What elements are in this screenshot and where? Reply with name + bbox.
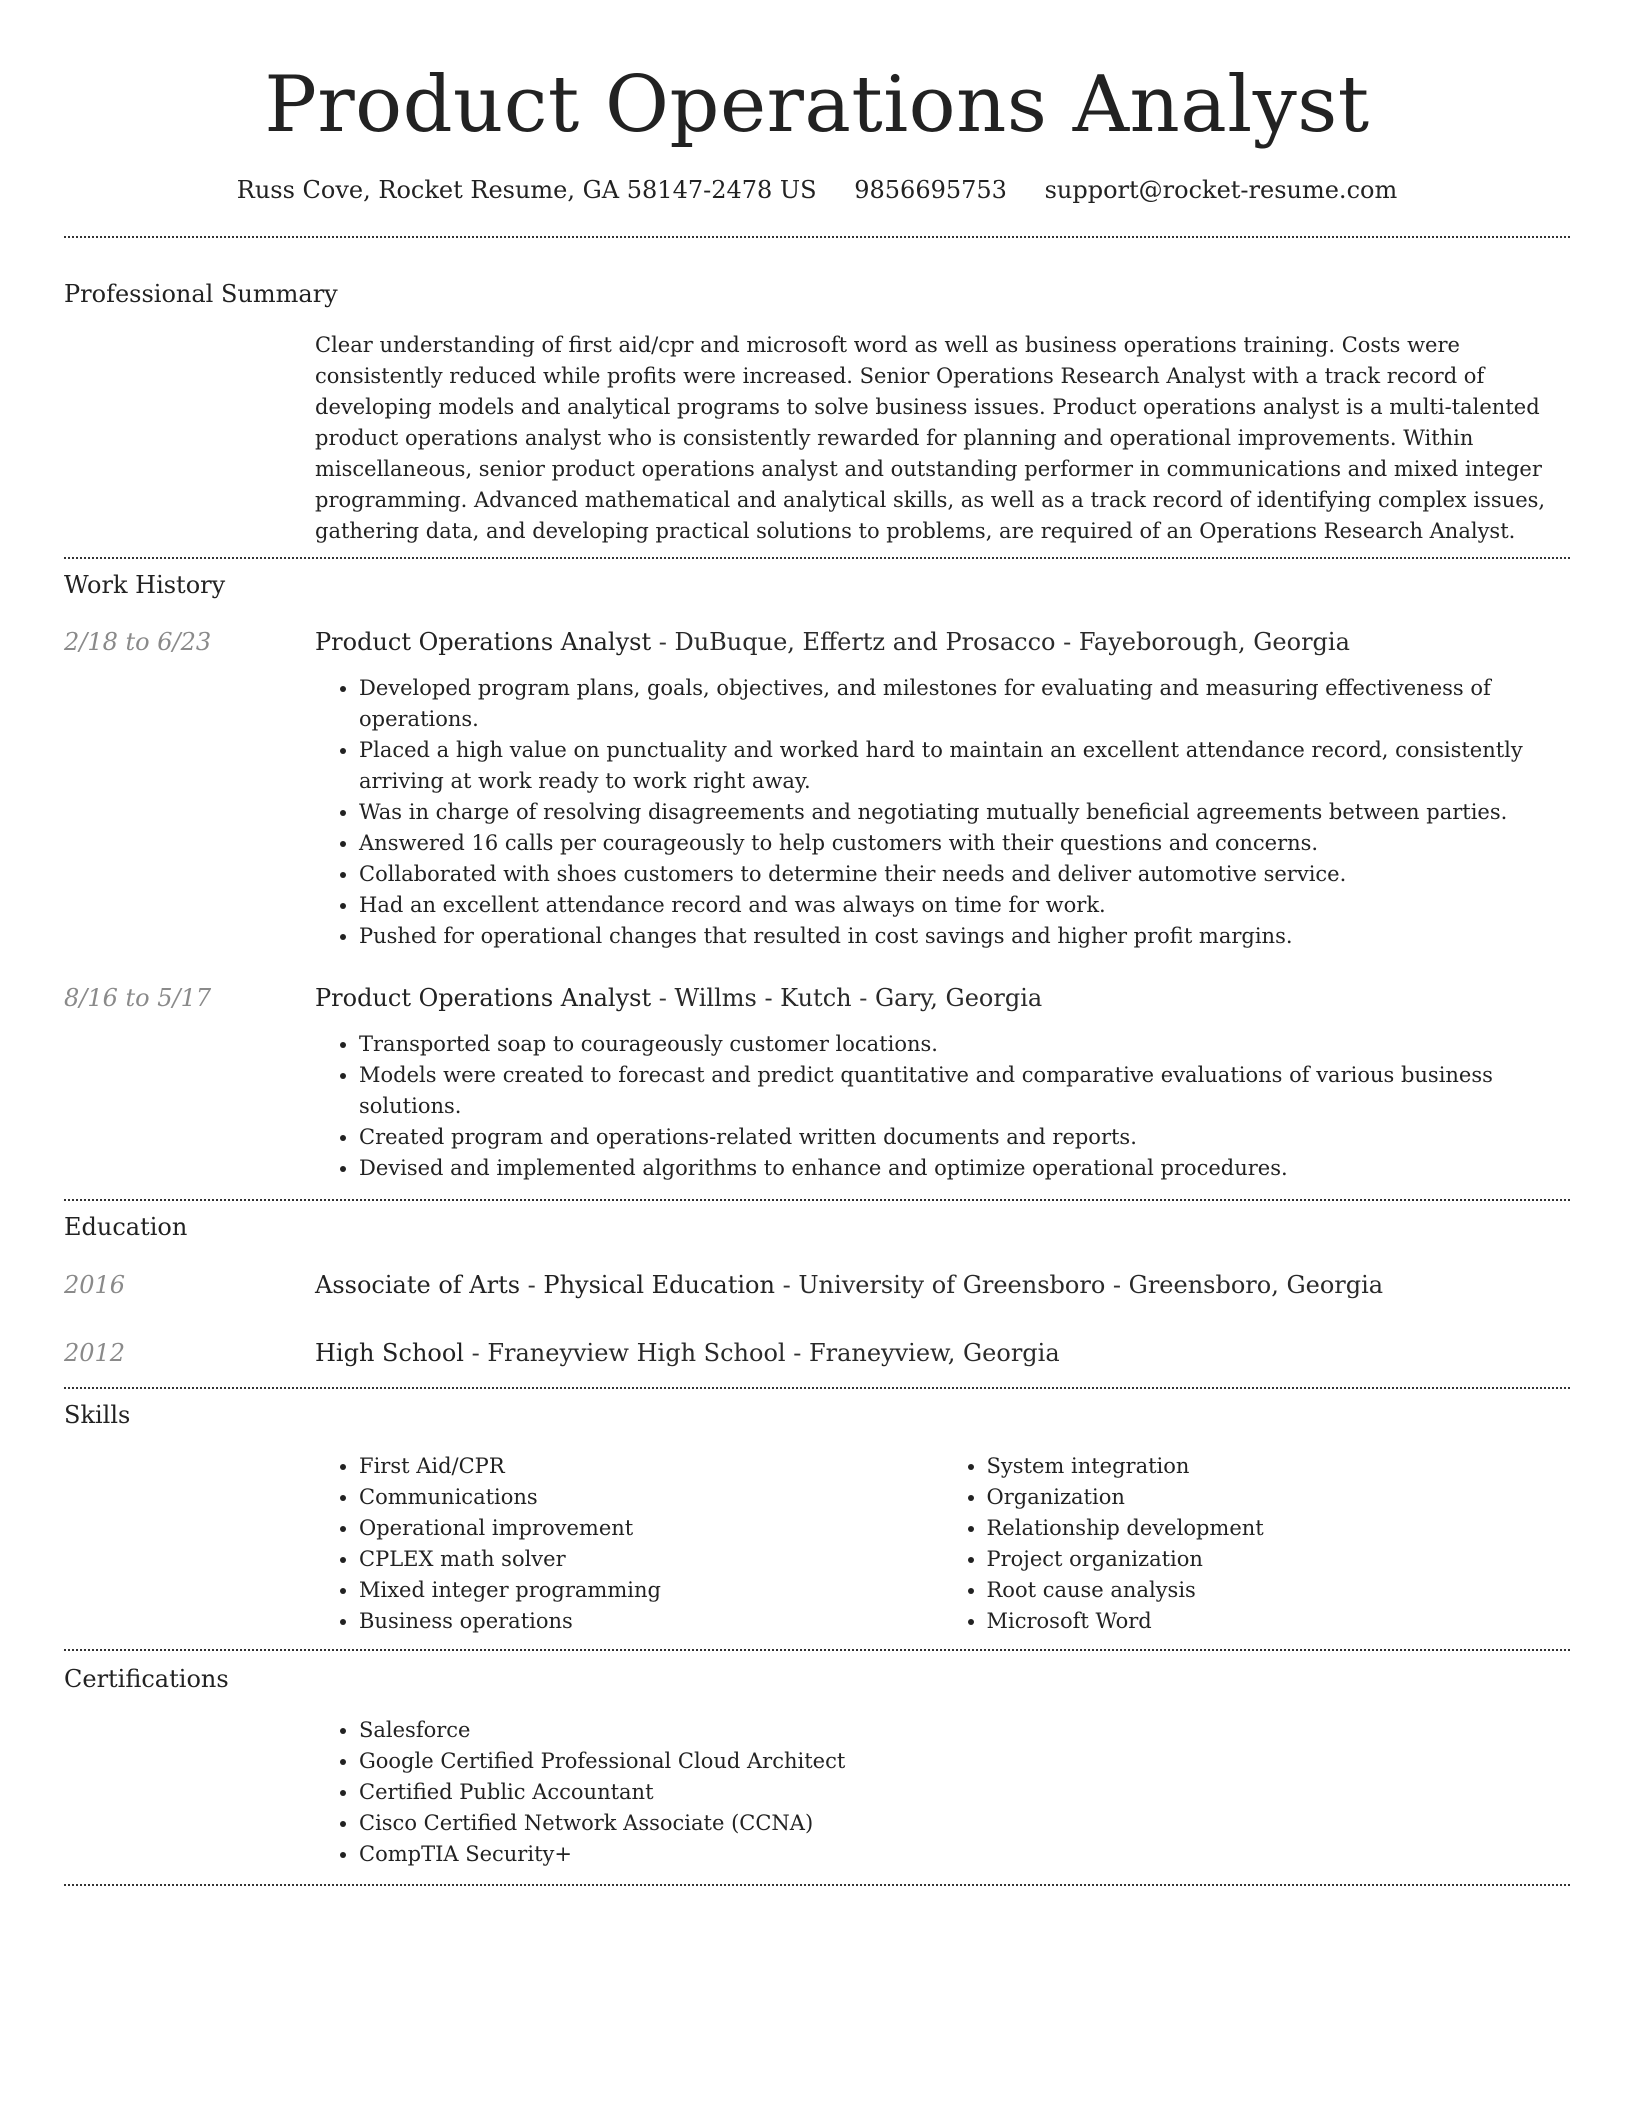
list-item: • Collaborated with shoes customers to determine their needs and deliver automotive service. (359, 859, 1570, 890)
education-title-line (315, 1269, 1570, 1301)
list-item: • Placed a high value on punctuality and worked hard to maintain an excellent attendance record, consistently arriving at work ready to work right away. (359, 735, 1570, 797)
skill-item: • CPLEX math solver (359, 1544, 943, 1575)
certifications-section (64, 1663, 1570, 1870)
divider (64, 236, 1570, 238)
list-item: • Was in charge of resolving disagreements and negotiating mutually beneficial agreements between parties. (359, 797, 1570, 828)
education-title: Education (64, 1213, 188, 1241)
job-company: DuBuque, Effertz and Prosacco (674, 628, 1056, 656)
separator: - (851, 984, 875, 1012)
separator: - (785, 1339, 809, 1367)
divider (64, 1199, 1570, 1201)
skills-title: Skills (64, 1401, 131, 1429)
summary-text: Clear understanding of first aid/cpr and microsoft word as well as business operations training. Costs were consistently reduced while profits were increased. Senior Operations Research Analyst with a track record of developing models and analytical programs to solve business issues. Product operations analyst is a multi-talented product operations analyst who is consistently rewarded for planning and operational improvements. Within miscellaneous, senior product operations analyst and outstanding performer in communications and mixed integer programming. Advanced mathematical and analytical skills, as well as a track record of identifying complex issues, gathering data, and developing practical solutions to problems, are required of an Operations Research Analyst. (315, 333, 1546, 543)
degree: Associate of Arts (315, 1271, 521, 1299)
skill-item: • Mixed integer programming (359, 1575, 943, 1606)
contact-email[interactable]: support@rocket-resume.com (1044, 176, 1398, 204)
school-location: Greensboro, Georgia (1128, 1271, 1384, 1299)
degree: High School (315, 1339, 464, 1367)
list-item: • Created program and operations-related written documents and reports. (359, 1122, 1570, 1153)
list-item: • Answered 16 calls per courageously to help customers with their questions and concerns. (359, 828, 1570, 859)
skill-item: • Root cause analysis (987, 1575, 1571, 1606)
skills-list-left (315, 1451, 943, 1637)
resume-name: Product Operations Analyst (264, 60, 1370, 150)
job-entry (64, 626, 1570, 952)
job-dates: 2/18 to 6/23 (64, 628, 212, 656)
separator: - (1055, 628, 1079, 656)
skill-item: • Microsoft Word (987, 1606, 1571, 1637)
skill-item: • First Aid/CPR (359, 1451, 943, 1482)
work-history-section (64, 569, 1570, 1184)
list-item: • Transported soap to courageously customer locations. (359, 1029, 1570, 1060)
work-history-title: Work History (64, 571, 226, 599)
resume-page (64, 0, 1570, 1886)
certifications-wrap (315, 1715, 1570, 1870)
skills-section (64, 1399, 1570, 1637)
separator: - (1105, 1271, 1129, 1299)
separator: - (774, 1271, 799, 1299)
skill-item: • Communications (359, 1482, 943, 1513)
certifications-list (315, 1715, 1570, 1870)
list-item: • Developed program plans, goals, objectives, and milestones for evaluating and measuring effectiveness of operations. (359, 673, 1570, 735)
skill-item: • Operational improvement (359, 1513, 943, 1544)
divider (64, 1884, 1570, 1886)
skill-item: • Business operations (359, 1606, 943, 1637)
list-item: • Devised and implemented algorithms to enhance and optimize operational procedures. (359, 1153, 1570, 1184)
list-item: • Models were created to forecast and predict quantitative and comparative evaluations of various business solutions. (359, 1060, 1570, 1122)
skill-item: • Project organization (987, 1544, 1571, 1575)
divider (64, 557, 1570, 559)
job-role: Product Operations Analyst (315, 984, 652, 1012)
job-bullets-wrap (315, 1029, 1570, 1184)
contact-phone: 9856695753 (854, 176, 1007, 204)
separator: - (520, 1271, 544, 1299)
contact-address: Russ Cove, Rocket Resume, GA 58147-2478 US (236, 176, 817, 204)
list-item: • Pushed for operational changes that resulted in cost savings and higher profit margins. (359, 921, 1570, 952)
job-bullets (315, 673, 1570, 952)
job-company: Willms - Kutch (674, 984, 852, 1012)
divider (64, 1387, 1570, 1389)
list-item: • Had an excellent attendance record and was always on time for work. (359, 890, 1570, 921)
education-title-line (315, 1337, 1570, 1369)
separator: - (651, 984, 675, 1012)
job-bullets-wrap (315, 673, 1570, 952)
job-entry (64, 982, 1570, 1184)
school: University of Greensboro (798, 1271, 1106, 1299)
skills-list-right (943, 1451, 1571, 1637)
skill-item: • Relationship development (987, 1513, 1571, 1544)
job-location: Fayeborough, Georgia (1078, 628, 1350, 656)
job-dates: 8/16 to 5/17 (64, 984, 212, 1012)
summary-title: Professional Summary (64, 280, 338, 308)
contact-line (64, 174, 1570, 206)
certification-item: • Certified Public Accountant (359, 1777, 1570, 1808)
summary-section (64, 278, 1570, 547)
education-year: 2016 (64, 1271, 126, 1299)
education-entry (64, 1269, 1570, 1301)
job-role: Product Operations Analyst (315, 628, 652, 656)
education-section (64, 1211, 1570, 1369)
certification-item: • Cisco Certified Network Associate (CCNA) (359, 1808, 1570, 1839)
certification-item: • Salesforce (359, 1715, 1570, 1746)
separator: - (651, 628, 675, 656)
school-location: Franeyview, Georgia (808, 1339, 1060, 1367)
skill-item: • System integration (987, 1451, 1571, 1482)
job-title (315, 626, 1570, 658)
certification-item: • CompTIA Security+ (359, 1839, 1570, 1870)
certification-item: • Google Certified Professional Cloud Architect (359, 1746, 1570, 1777)
field: Physical Education (543, 1271, 775, 1299)
separator: - (463, 1339, 488, 1367)
job-title (315, 982, 1570, 1014)
certifications-title: Certifications (64, 1665, 229, 1693)
school: Franeyview High School (487, 1339, 786, 1367)
divider (64, 1649, 1570, 1651)
skills-columns (315, 1451, 1570, 1637)
job-location: Gary, Georgia (874, 984, 1043, 1012)
education-year: 2012 (64, 1339, 126, 1367)
education-entry (64, 1337, 1570, 1369)
skill-item: • Organization (987, 1482, 1571, 1513)
job-bullets (315, 1029, 1570, 1184)
